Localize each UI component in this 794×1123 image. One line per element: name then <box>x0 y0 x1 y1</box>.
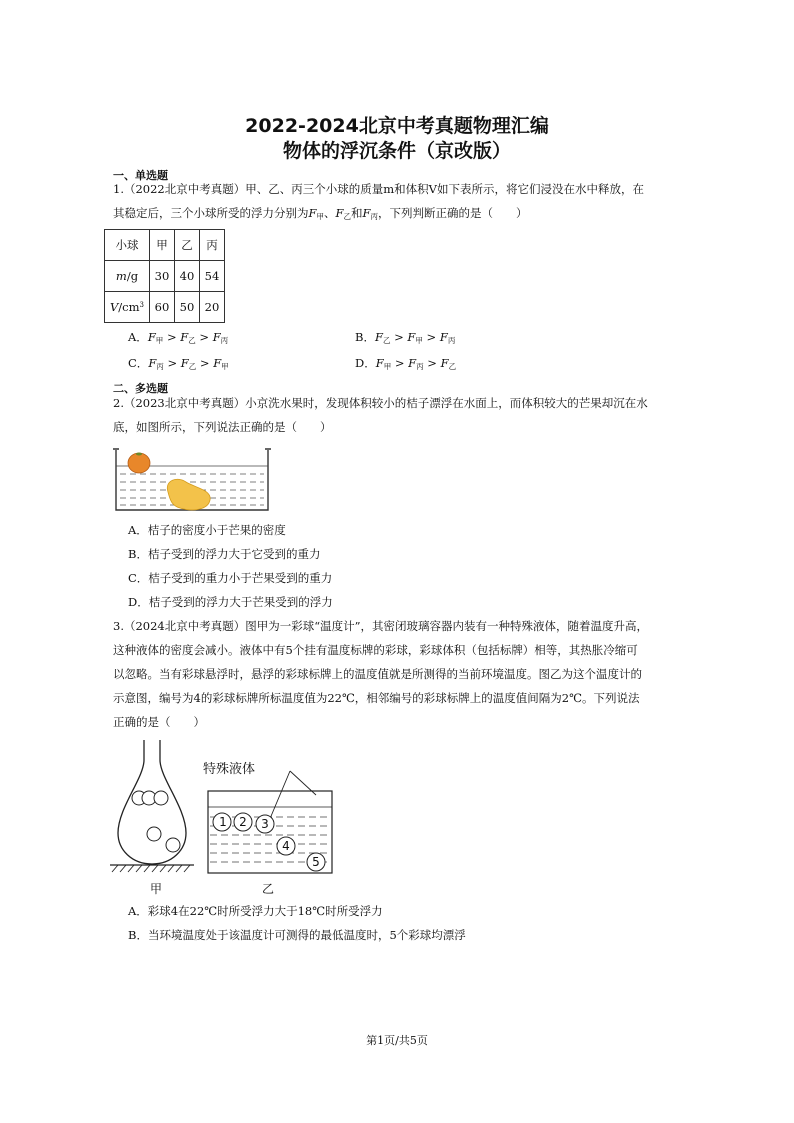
ball-label-1: 1 <box>219 815 227 829</box>
ball-label-5: 5 <box>312 855 320 869</box>
table-cell: 54 <box>200 261 225 292</box>
q3-line5: 正确的是（ ） <box>113 715 205 729</box>
page-title: 2022-2024北京中考真题物理汇编 <box>245 115 549 137</box>
q2-option-b[interactable]: B．桔子受到的浮力大于它受到的重力 <box>128 547 321 561</box>
q3-line1: 3.（2024北京中考真题）图甲为一彩球“温度计”，其密闭玻璃容器内装有一种特殊液体，随着温度升高， <box>113 619 648 633</box>
q1-option-d[interactable]: D．$F_甲 > F_丙 > F_乙$ <box>355 356 457 371</box>
table-cell: 20 <box>200 292 225 323</box>
figure-label-yi: 乙 <box>262 882 275 896</box>
table-row <box>105 230 225 261</box>
q2-option-d[interactable]: D．桔子受到的浮力大于芒果受到的浮力 <box>128 595 333 609</box>
table-cell: 40 <box>175 261 200 292</box>
table-cell: 60 <box>150 292 175 323</box>
table-row <box>105 261 225 292</box>
liquid-label: 特殊液体 <box>203 762 256 777</box>
ball-label-3: 3 <box>261 817 269 831</box>
q2-line2: 底，如图所示，下列说法正确的是（ ） <box>113 420 332 434</box>
table-cell: 小球 <box>105 230 150 261</box>
thermometer-figure-jia <box>110 738 200 873</box>
section-single-choice: 一、单选题 <box>113 169 168 182</box>
table-cell: 30 <box>150 261 175 292</box>
ball-data-table <box>104 229 225 323</box>
section-multiple-choice: 二、多选题 <box>113 382 168 395</box>
q3-line4: 示意图，编号为4的彩球标牌所标温度值为22℃，相邻编号的彩球标牌上的温度值间隔为2℃。下列说法 <box>113 691 640 705</box>
table-row <box>105 292 225 323</box>
table-cell: 丙 <box>200 230 225 261</box>
ball-label-4: 4 <box>282 839 290 853</box>
q2-option-c[interactable]: C．桔子受到的重力小于芒果受到的重力 <box>128 571 333 585</box>
table-cell: $V/cm^3$ <box>105 292 150 323</box>
fruit-basin-figure <box>112 444 272 512</box>
q1-line2: 其稳定后，三个小球所受的浮力分别为$F_甲$、$F_乙$和$F_丙$，下列判断正确的是（ ） <box>113 206 528 221</box>
q3-option-a[interactable]: A．彩球4在22℃时所受浮力大于18℃时所受浮力 <box>128 904 383 918</box>
table-cell: 乙 <box>175 230 200 261</box>
q2-option-a[interactable]: A．桔子的密度小于芒果的密度 <box>128 523 286 537</box>
page-subtitle: 物体的浮沉条件（京改版） <box>282 140 511 162</box>
table-cell: 50 <box>175 292 200 323</box>
table-cell: m/g <box>105 261 150 292</box>
q2-line1: 2.（2023北京中考真题）小京洗水果时，发现体积较小的桔子漂浮在水面上，而体积较大的芒果却沉在水 <box>113 396 648 410</box>
ball-label-2: 2 <box>239 815 247 829</box>
q1-option-a[interactable]: A．$F_甲 > F_乙 > F_丙$ <box>128 330 229 345</box>
q3-option-b[interactable]: B．当环境温度处于该温度计可测得的最低温度时，5个彩球均漂浮 <box>128 928 466 942</box>
q1-line1: 1.（2022北京中考真题）甲、乙、丙三个小球的质量m和体积V如下表所示，将它们浸没在水中释放，在 <box>113 182 644 196</box>
table-cell: 甲 <box>150 230 175 261</box>
q3-line2: 这种液体的密度会减小。液体中有5个挂有温度标牌的彩球，彩球体积（包括标牌）相等，其热胀冷缩可 <box>113 643 638 657</box>
q3-line3: 以忽略。当有彩球悬浮时，悬浮的彩球标牌上的温度值就是所测得的当前环境温度。图乙为这个温度计的 <box>113 667 642 681</box>
page-footer: 第1页/共5页 <box>366 1034 428 1047</box>
q1-option-c[interactable]: C．$F_丙 > F_乙 > F_甲$ <box>128 356 229 371</box>
q1-option-b[interactable]: B．$F_乙 > F_甲 > F_丙$ <box>355 330 456 345</box>
figure-label-jia: 甲 <box>150 882 163 896</box>
orange-fruit <box>128 453 150 473</box>
